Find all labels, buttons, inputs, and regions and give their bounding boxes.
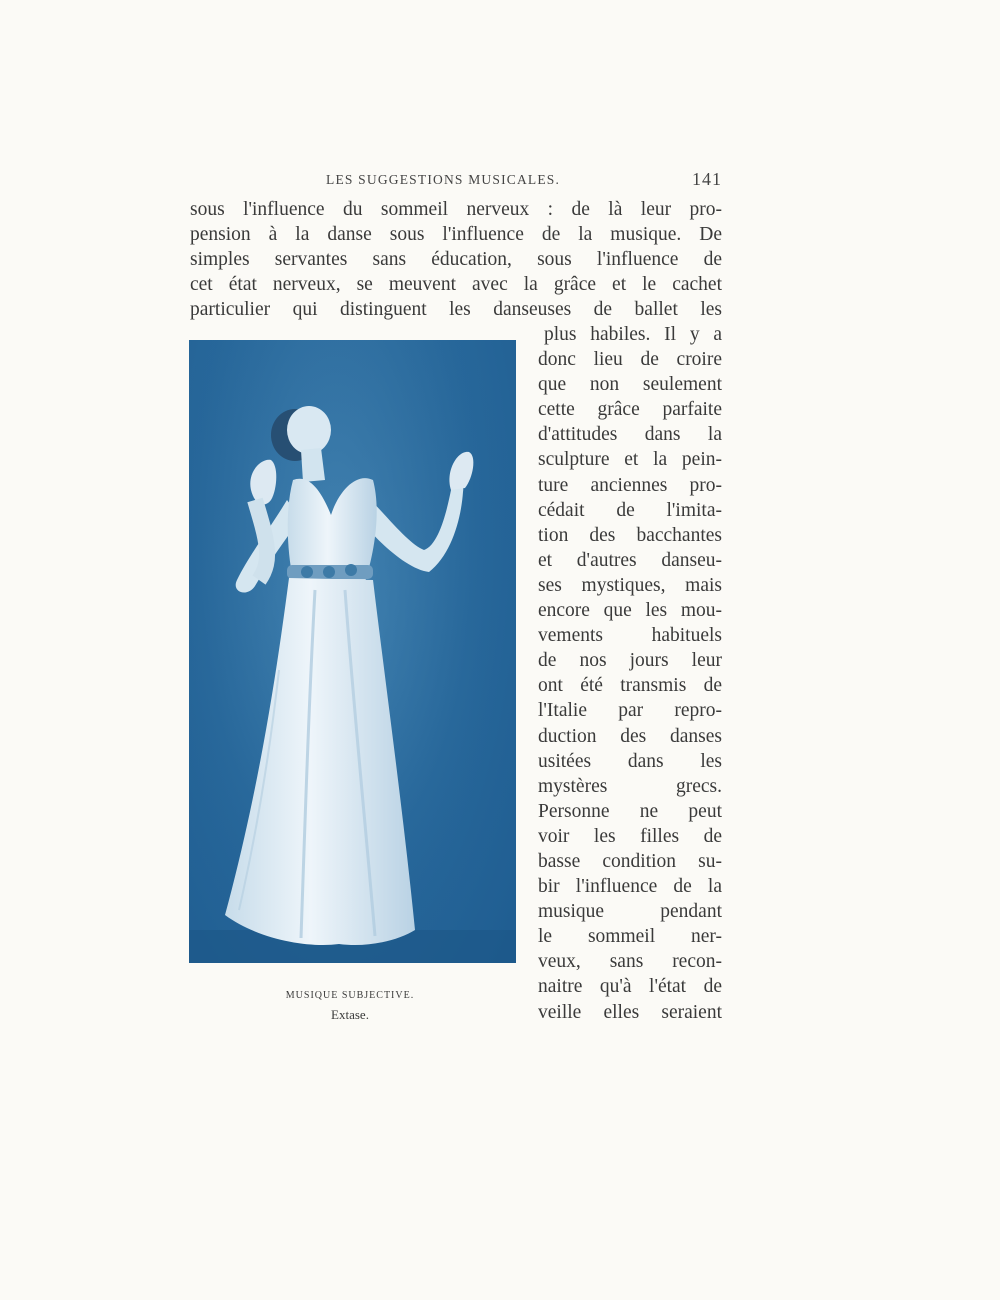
body-text-full-width	[190, 197, 722, 322]
text-line: cédait de l'imita-	[538, 499, 722, 521]
text-line: encore que les mou-	[538, 600, 722, 622]
text-line: l'Italie par repro-	[538, 700, 722, 722]
text-line: vements habituels	[538, 625, 722, 647]
text-line: duction des danses	[538, 725, 722, 747]
text-line: basse condition su-	[538, 850, 722, 872]
dancer-figure-illustration	[189, 340, 516, 963]
text-line: voir les filles de	[538, 825, 722, 847]
text-line: simples servantes sans éducation, sous l'influence de	[190, 249, 722, 270]
text-line: veux, sans recon-	[538, 951, 722, 973]
text-line: Personne ne peut	[538, 800, 722, 822]
text-line: le sommeil ner-	[538, 926, 722, 948]
text-line: particulier qui distinguent les danseuses de ballet les	[190, 299, 722, 320]
text-line: cet état nerveux, se meuvent avec la grâce et le cachet	[190, 274, 722, 295]
text-line: ont été transmis de	[538, 675, 722, 697]
text-line: pension à la danse sous l'influence de la musique. De	[190, 224, 722, 245]
text-line: ses mystiques, mais	[538, 574, 722, 596]
text-line: mystères grecs.	[538, 775, 722, 797]
text-line: de nos jours leur	[538, 650, 722, 672]
text-line: musique pendant	[538, 901, 722, 923]
text-line: sous l'influence du sommeil nerveux : de là leur pro-	[190, 199, 722, 220]
figure-caption	[189, 990, 511, 1023]
text-line: ture anciennes pro-	[538, 474, 722, 496]
text-line: usitées dans les	[538, 750, 722, 772]
text-line: et d'autres danseu-	[538, 549, 722, 571]
page-number: 141	[692, 169, 722, 189]
text-line: tion des bacchantes	[538, 524, 722, 546]
text-line: naitre qu'à l'état de	[538, 976, 722, 998]
text-line: plus habiles. Il y a	[544, 324, 722, 345]
dancer-photograph	[189, 340, 516, 963]
running-head	[190, 170, 722, 192]
caption-title: MUSIQUE SUBJECTIVE.	[285, 990, 415, 1001]
running-head-title: LES SUGGESTIONS MUSICALES.	[326, 172, 561, 187]
text-line: cette grâce parfaite	[538, 399, 722, 421]
caption-subtitle: Extase.	[331, 1007, 369, 1022]
text-line: sculpture et la pein-	[538, 449, 722, 471]
text-line: donc lieu de croire	[538, 349, 722, 371]
text-line: que non seulement	[538, 374, 722, 396]
text-line: bir l'influence de la	[538, 876, 722, 898]
text-line: veille elles seraient	[538, 1001, 722, 1023]
text-line: d'attitudes dans la	[538, 424, 722, 446]
body-text-column	[538, 322, 722, 1025]
